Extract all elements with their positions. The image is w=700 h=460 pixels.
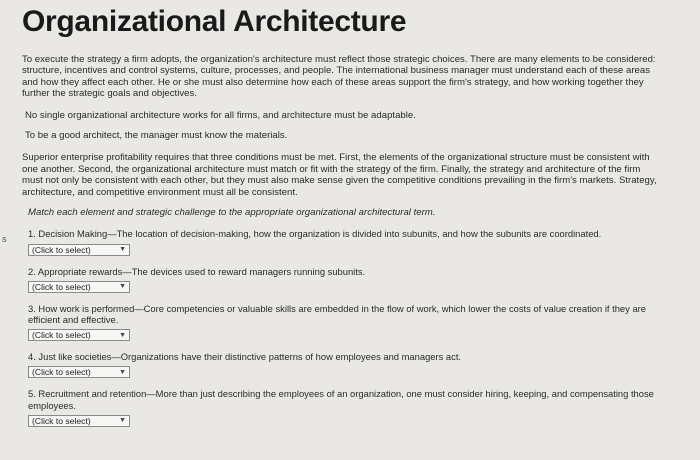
page-title: Organizational Architecture — [22, 5, 407, 38]
chevron-down-icon: ▼ — [119, 331, 126, 339]
superior-profitability-paragraph: Superior enterprise profitability requires that three conditions must be met. First, the elements of the organizational structure must be consistent with one another. Second, the organizational architecture must match or fit with the strategy of the firm. Finally, the strategy and architecture of the firm must not only be consistent with each other, but they must also make sense given the competitive conditions prevailing in the firm's markets. Strategy, architecture, and competitive environment must all be consistent. — [22, 152, 657, 198]
left-margin-marker: s — [2, 234, 7, 244]
match-item-5 — [28, 388, 660, 428]
instruction-text: Match each element and strategic challenge to the appropriate organizational architectural term. — [28, 207, 436, 219]
chevron-down-icon: ▼ — [119, 246, 126, 254]
select-value: (Click to select) — [32, 367, 91, 378]
chevron-down-icon: ▼ — [119, 283, 126, 291]
match-item-1 — [28, 228, 660, 257]
match-item-4 — [28, 351, 660, 380]
match-item-text: 1. Decision Making—The location of decision-making, how the organization is divided into subunits, and how the subunits are coordinated. — [28, 228, 602, 240]
match-select-4[interactable] — [28, 366, 130, 378]
match-select-3[interactable] — [28, 329, 130, 341]
match-item-text: 4. Just like societies—Organizations have their distinctive patterns of how employees and managers act. — [28, 351, 462, 363]
note-adaptable: No single organizational architecture works for all firms, and architecture must be adaptable. — [25, 109, 416, 121]
match-item-2 — [28, 266, 660, 295]
match-item-text: 2. Appropriate rewards—The devices used to reward managers running subunits. — [28, 265, 366, 277]
select-value: (Click to select) — [32, 244, 91, 255]
match-item-3 — [28, 303, 660, 343]
intro-paragraph: To execute the strategy a firm adopts, the organization's architecture must reflect those strategic choices. There are many elements to be considered: structure, incentives and control systems, culture, processes, and people. The international business manager must understand each of these areas and how they affect each other. He or she must also determine how each of these areas support the firm's strategy, and how working together they further the strategic goals and objectives. — [22, 54, 656, 100]
chevron-down-icon: ▼ — [119, 368, 126, 376]
match-select-2[interactable] — [28, 281, 130, 293]
match-item-text: 5. Recruitment and retention—More than just describing the employees of an organization, one must consider hiring, keeping, and compensating those employees. — [28, 388, 654, 411]
match-select-1[interactable] — [28, 244, 130, 256]
note-materials: To be a good architect, the manager must know the materials. — [25, 130, 288, 142]
chevron-down-icon: ▼ — [119, 417, 126, 425]
match-item-text: 3. How work is performed—Core competencies or valuable skills are embedded in the flow of work, which lower the costs of value creation if they are efficient and effective. — [28, 302, 646, 326]
select-value: (Click to select) — [32, 330, 91, 341]
select-value: (Click to select) — [32, 281, 91, 292]
match-select-5[interactable] — [28, 415, 130, 427]
select-value: (Click to select) — [32, 415, 91, 426]
